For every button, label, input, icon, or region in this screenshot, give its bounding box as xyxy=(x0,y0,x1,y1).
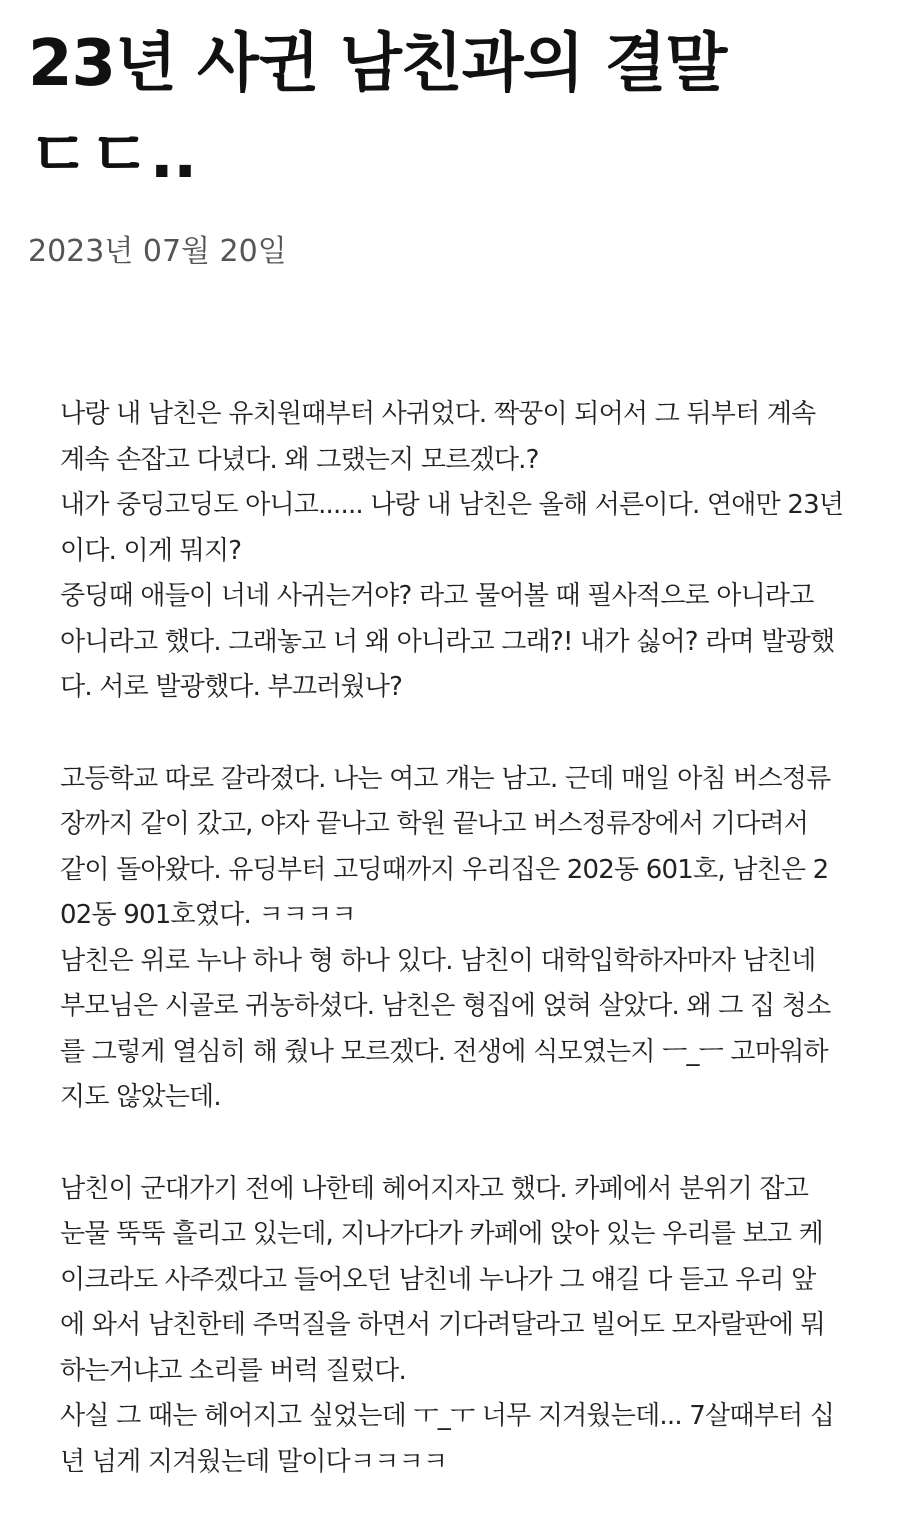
body-line: 하는거냐고 소리를 버럭 질렀다. xyxy=(60,1355,406,1386)
paragraph-2 xyxy=(60,757,850,1121)
body-line: 이다. 이게 뭐지? xyxy=(60,535,242,566)
body-line: 같이 돌아왔다. 유딩부터 고딩때까지 우리집은 202동 601호, 남친은 2 xyxy=(60,854,829,885)
body-line: 아니라고 했다. 그래놓고 너 왜 아니라고 그래?! 내가 싫어? 라며 발광했 xyxy=(60,626,835,657)
article-date: 2023년 07월 20일 xyxy=(28,234,287,269)
body-line: 다. 서로 발광했다. 부끄러웠나? xyxy=(60,672,403,702)
body-line: 이크라도 사주겠다고 들어오던 남친네 누나가 그 얘길 다 듣고 우리 앞 xyxy=(60,1264,816,1295)
paragraph-1 xyxy=(60,392,850,711)
body-line: 남친이 군대가기 전에 나한테 헤어지자고 했다. 카페에서 분위기 잡고 xyxy=(60,1173,809,1204)
article-body xyxy=(60,392,850,1531)
body-line: 년 넘게 지겨웠는데 말이다ㅋㅋㅋㅋ xyxy=(60,1446,448,1477)
body-line: 사실 그 때는 헤어지고 싶었는데 ㅜ_ㅜ 너무 지겨웠는데... 7살때부터 십 xyxy=(60,1401,835,1431)
body-line: 나랑 내 남친은 유치원때부터 사귀었다. 짝꿍이 되어서 그 뒤부터 계속 xyxy=(60,399,816,429)
body-line: 눈물 뚝뚝 흘리고 있는데, 지나가다가 카페에 앉아 있는 우리를 보고 케 xyxy=(60,1219,823,1249)
body-line: 02동 901호였다. ㅋㅋㅋㅋ xyxy=(60,900,356,930)
body-line: 장까지 같이 갔고, 야자 끝나고 학원 끝나고 버스정류장에서 기다려서 xyxy=(60,809,809,839)
body-line: 지도 않았는데. xyxy=(60,1082,221,1112)
body-line: 내가 중딩고딩도 아니고...... 나랑 내 남친은 올해 서른이다. 연애만 23년 xyxy=(60,490,844,520)
body-line: 중딩때 애들이 너네 사귀는거야? 라고 물어볼 때 필사적으로 아니라고 xyxy=(60,581,814,611)
body-line: 에 와서 남친한테 주먹질을 하면서 기다려달라고 빌어도 모자랄판에 뭐 xyxy=(60,1310,825,1340)
paragraph-3 xyxy=(60,1167,850,1486)
body-line: 남친은 위로 누나 하나 형 하나 있다. 남친이 대학입학하자마자 남친네 xyxy=(60,945,816,976)
body-line: 계속 손잡고 다녔다. 왜 그랬는지 모르겠다.? xyxy=(60,444,539,475)
body-line: 를 그렇게 열심히 해 줬나 모르겠다. 전생에 식모였는지 ㅡ_ㅡ 고마워하 xyxy=(60,1036,828,1067)
body-line: 부모님은 시골로 귀농하셨다. 남친은 형집에 얹혀 살았다. 왜 그 집 청소 xyxy=(60,991,831,1021)
body-line: 고등학교 따로 갈라졌다. 나는 여고 걔는 남고. 근데 매일 아침 버스정류 xyxy=(60,763,831,794)
article-title: 23년 사귄 남친과의 결말 ㄷㄷ.. xyxy=(28,27,727,193)
